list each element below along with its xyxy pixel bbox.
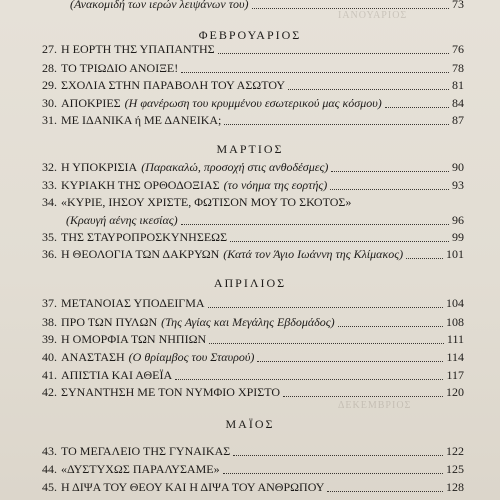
entry-number: 28. — [42, 61, 57, 75]
entry-number: 29. — [42, 78, 57, 92]
entry-title: ΑΠΟΚΡΙΕΣ — [61, 96, 121, 110]
toc-entry[interactable] — [42, 461, 464, 477]
toc-entry[interactable] — [42, 443, 464, 459]
entry-page: 99 — [452, 230, 464, 244]
leader-dots — [338, 326, 443, 327]
entry-title: ΣΥΝΑΝΤΗΣΗ ΜΕ ΤΟΝ ΝΥΜΦΙΟ ΧΡΙΣΤΟ — [61, 385, 281, 399]
toc-entry[interactable] — [42, 246, 464, 262]
entry-number: 39. — [42, 332, 57, 346]
entry-title: ΤΟ ΤΡΙΩΔΙΟ ΑΝΟΙΞΕ! — [61, 61, 179, 75]
entry-page: 104 — [446, 296, 464, 310]
leader-dots — [230, 241, 449, 242]
entry-title: Η ΥΠΟΚΡΙΣΙΑ — [61, 160, 138, 174]
leader-dots — [252, 8, 450, 9]
entry-number: 34. — [42, 195, 57, 209]
entry-title: ΚΥΡΙΑΚΗ ΤΗΣ ΟΡΘΟΔΟΞΙΑΣ — [61, 178, 220, 192]
entry-number: 36. — [42, 247, 57, 261]
entry-page: 101 — [446, 247, 464, 261]
leader-dots — [224, 124, 449, 125]
entry-number: 37. — [42, 296, 57, 310]
entry-page: 84 — [452, 96, 464, 110]
entry-title: «ΚΥΡΙΕ, ΙΗΣΟΥ ΧΡΙΣΤΕ, ΦΩΤΙΣΟΝ ΜΟΥ ΤΟ ΣΚΟΤΟΣ» — [61, 195, 352, 209]
toc-entry[interactable] — [42, 159, 464, 175]
leader-dots — [331, 171, 449, 172]
entry-title: ΤΟ ΜΕΓΑΛΕΙΟ ΤΗΣ ΓΥΝΑΙΚΑΣ — [61, 444, 231, 458]
entry-page: 111 — [446, 332, 464, 346]
leader-dots — [223, 473, 443, 474]
leader-dots — [257, 361, 443, 362]
bleed-through-text: ΙΑΝΟΥΑΡΙΟΣ — [338, 10, 408, 21]
month-heading: ΜΑΪΟΣ — [225, 417, 275, 431]
toc-entry[interactable] — [42, 331, 464, 347]
toc-entry[interactable] — [42, 229, 464, 245]
entry-subtitle: (το νόημα της εορτής) — [223, 178, 328, 192]
leader-dots — [218, 53, 449, 54]
leader-dots — [406, 258, 443, 259]
toc-entry-continuation[interactable] — [42, 212, 464, 228]
entry-title: Η ΟΜΟΡΦΙΑ ΤΩΝ ΝΗΠΙΩΝ — [61, 332, 207, 346]
entry-page: 87 — [452, 113, 464, 127]
leader-dots — [175, 379, 443, 380]
leader-dots — [181, 72, 449, 73]
entry-subtitle: (Η φανέρωση του κρυμμένου εσωτερικού μας κόσμου) — [124, 96, 382, 110]
entry-page: 120 — [446, 385, 464, 399]
entry-number: 30. — [42, 96, 57, 110]
toc-entry[interactable] — [42, 479, 464, 495]
entry-number: 41. — [42, 368, 57, 382]
leader-dots — [181, 224, 449, 225]
leader-dots — [208, 307, 443, 308]
toc-entry[interactable] — [42, 177, 464, 193]
entry-page: 114 — [446, 350, 464, 364]
leader-dots — [283, 396, 443, 397]
entry-page: 128 — [446, 480, 464, 494]
entry-number: 42. — [42, 385, 57, 399]
toc-entry[interactable] — [42, 349, 464, 365]
entry-subtitle: (Της Αγίας και Μεγάλης Εβδομάδος) — [161, 315, 335, 329]
entry-number: 35. — [42, 230, 57, 244]
entry-number: 32. — [42, 160, 57, 174]
entry-page: 76 — [452, 42, 464, 56]
entry-subtitle: (Κατά τον Άγιο Ιωάννη της Κλίμακος) — [223, 247, 404, 261]
entry-page: 117 — [446, 368, 464, 382]
entry-title: Η ΘΕΟΛΟΓΙΑ ΤΩΝ ΔΑΚΡΥΩΝ — [61, 247, 220, 261]
entry-number: 31. — [42, 113, 57, 127]
leader-dots — [288, 89, 449, 90]
entry-title: ΣΧΟΛΙΑ ΣΤΗΝ ΠΑΡΑΒΟΛΗ ΤΟΥ ΑΣΩΤΟΥ — [61, 78, 286, 92]
entry-page: 78 — [452, 61, 464, 75]
toc-entry[interactable] — [42, 41, 464, 57]
entry-number: 43. — [42, 444, 57, 458]
entry-title: Η ΔΙΨΑ ΤΟΥ ΘΕΟΥ ΚΑΙ Η ΔΙΨΑ ΤΟΥ ΑΝΘΡΩΠΟΥ — [61, 480, 325, 494]
toc-entry[interactable] — [42, 112, 464, 128]
entry-number: 33. — [42, 178, 57, 192]
leader-dots — [233, 455, 443, 456]
leader-dots — [385, 107, 449, 108]
leader-dots — [330, 189, 449, 190]
leader-dots — [209, 343, 444, 344]
entry-page: 90 — [452, 160, 464, 174]
toc-entry[interactable] — [42, 95, 464, 111]
entry-page: 73 — [452, 0, 464, 11]
bleed-through-text: ΔΕΚΕΜΒΡΙΟΣ — [338, 400, 412, 411]
entry-page: 125 — [446, 462, 464, 476]
entry-page: 122 — [446, 444, 464, 458]
entry-number: 27. — [42, 42, 57, 56]
toc-entry[interactable] — [42, 194, 464, 210]
toc-entry[interactable] — [42, 314, 464, 330]
entry-subtitle: (Ο θρίαμβος του Σταυρού) — [128, 350, 255, 364]
entry-title: ΑΝΑΣΤΑΣΗ — [61, 350, 125, 364]
toc-entry[interactable] — [42, 367, 464, 383]
entry-title: ΠΡΟ ΤΩΝ ΠΥΛΩΝ — [61, 315, 158, 329]
month-heading: ΑΠΡΙΛΙΟΣ — [213, 276, 287, 290]
entry-page: 93 — [452, 178, 464, 192]
toc-entry[interactable] — [42, 60, 464, 76]
entry-title: ΜΕΤΑΝΟΙΑΣ ΥΠΟΔΕΙΓΜΑ — [61, 296, 205, 310]
entry-number: 44. — [42, 462, 57, 476]
toc-entry[interactable] — [42, 384, 464, 400]
entry-title: Η ΕΟΡΤΗ ΤΗΣ ΥΠΑΠΑΝΤΗΣ — [61, 42, 215, 56]
entry-title: «ΔΥΣΤΥΧΩΣ ΠΑΡΑΛΥΣΑΜΕ» — [61, 462, 220, 476]
entry-page: 81 — [452, 78, 464, 92]
entry-number: 45. — [42, 480, 57, 494]
toc-entry[interactable] — [42, 295, 464, 311]
leader-dots — [327, 491, 443, 492]
toc-entry-top[interactable] — [42, 0, 464, 12]
toc-entry[interactable] — [42, 77, 464, 93]
entry-title: (Ανακομιδή των ιερών λειψάνων του) — [70, 0, 249, 11]
entry-number: 38. — [42, 315, 57, 329]
entry-page: 96 — [452, 213, 464, 227]
entry-number: 40. — [42, 350, 57, 364]
month-heading: ΜΑΡΤΙΟΣ — [216, 142, 284, 156]
entry-subtitle: (Παρακαλώ, προσοχή στις ανθοδέσμες) — [141, 160, 329, 174]
entry-title: ΤΗΣ ΣΤΑΥΡΟΠΡΟΣΚΥΝΗΣΕΩΣ — [61, 230, 228, 244]
entry-title: ΜΕ ΙΔΑΝΙΚΑ ή ΜΕ ΔΑΝΕΙΚΑ; — [61, 113, 222, 127]
month-heading: ΦΕΒΡΟΥΑΡΙΟΣ — [198, 28, 302, 42]
entry-page: 108 — [446, 315, 464, 329]
entry-subtitle: (Κραυγή αένης ικεσίας) — [66, 213, 178, 227]
entry-title: ΑΠΙΣΤΙΑ ΚΑΙ ΑΘΕΪΑ — [61, 368, 173, 382]
